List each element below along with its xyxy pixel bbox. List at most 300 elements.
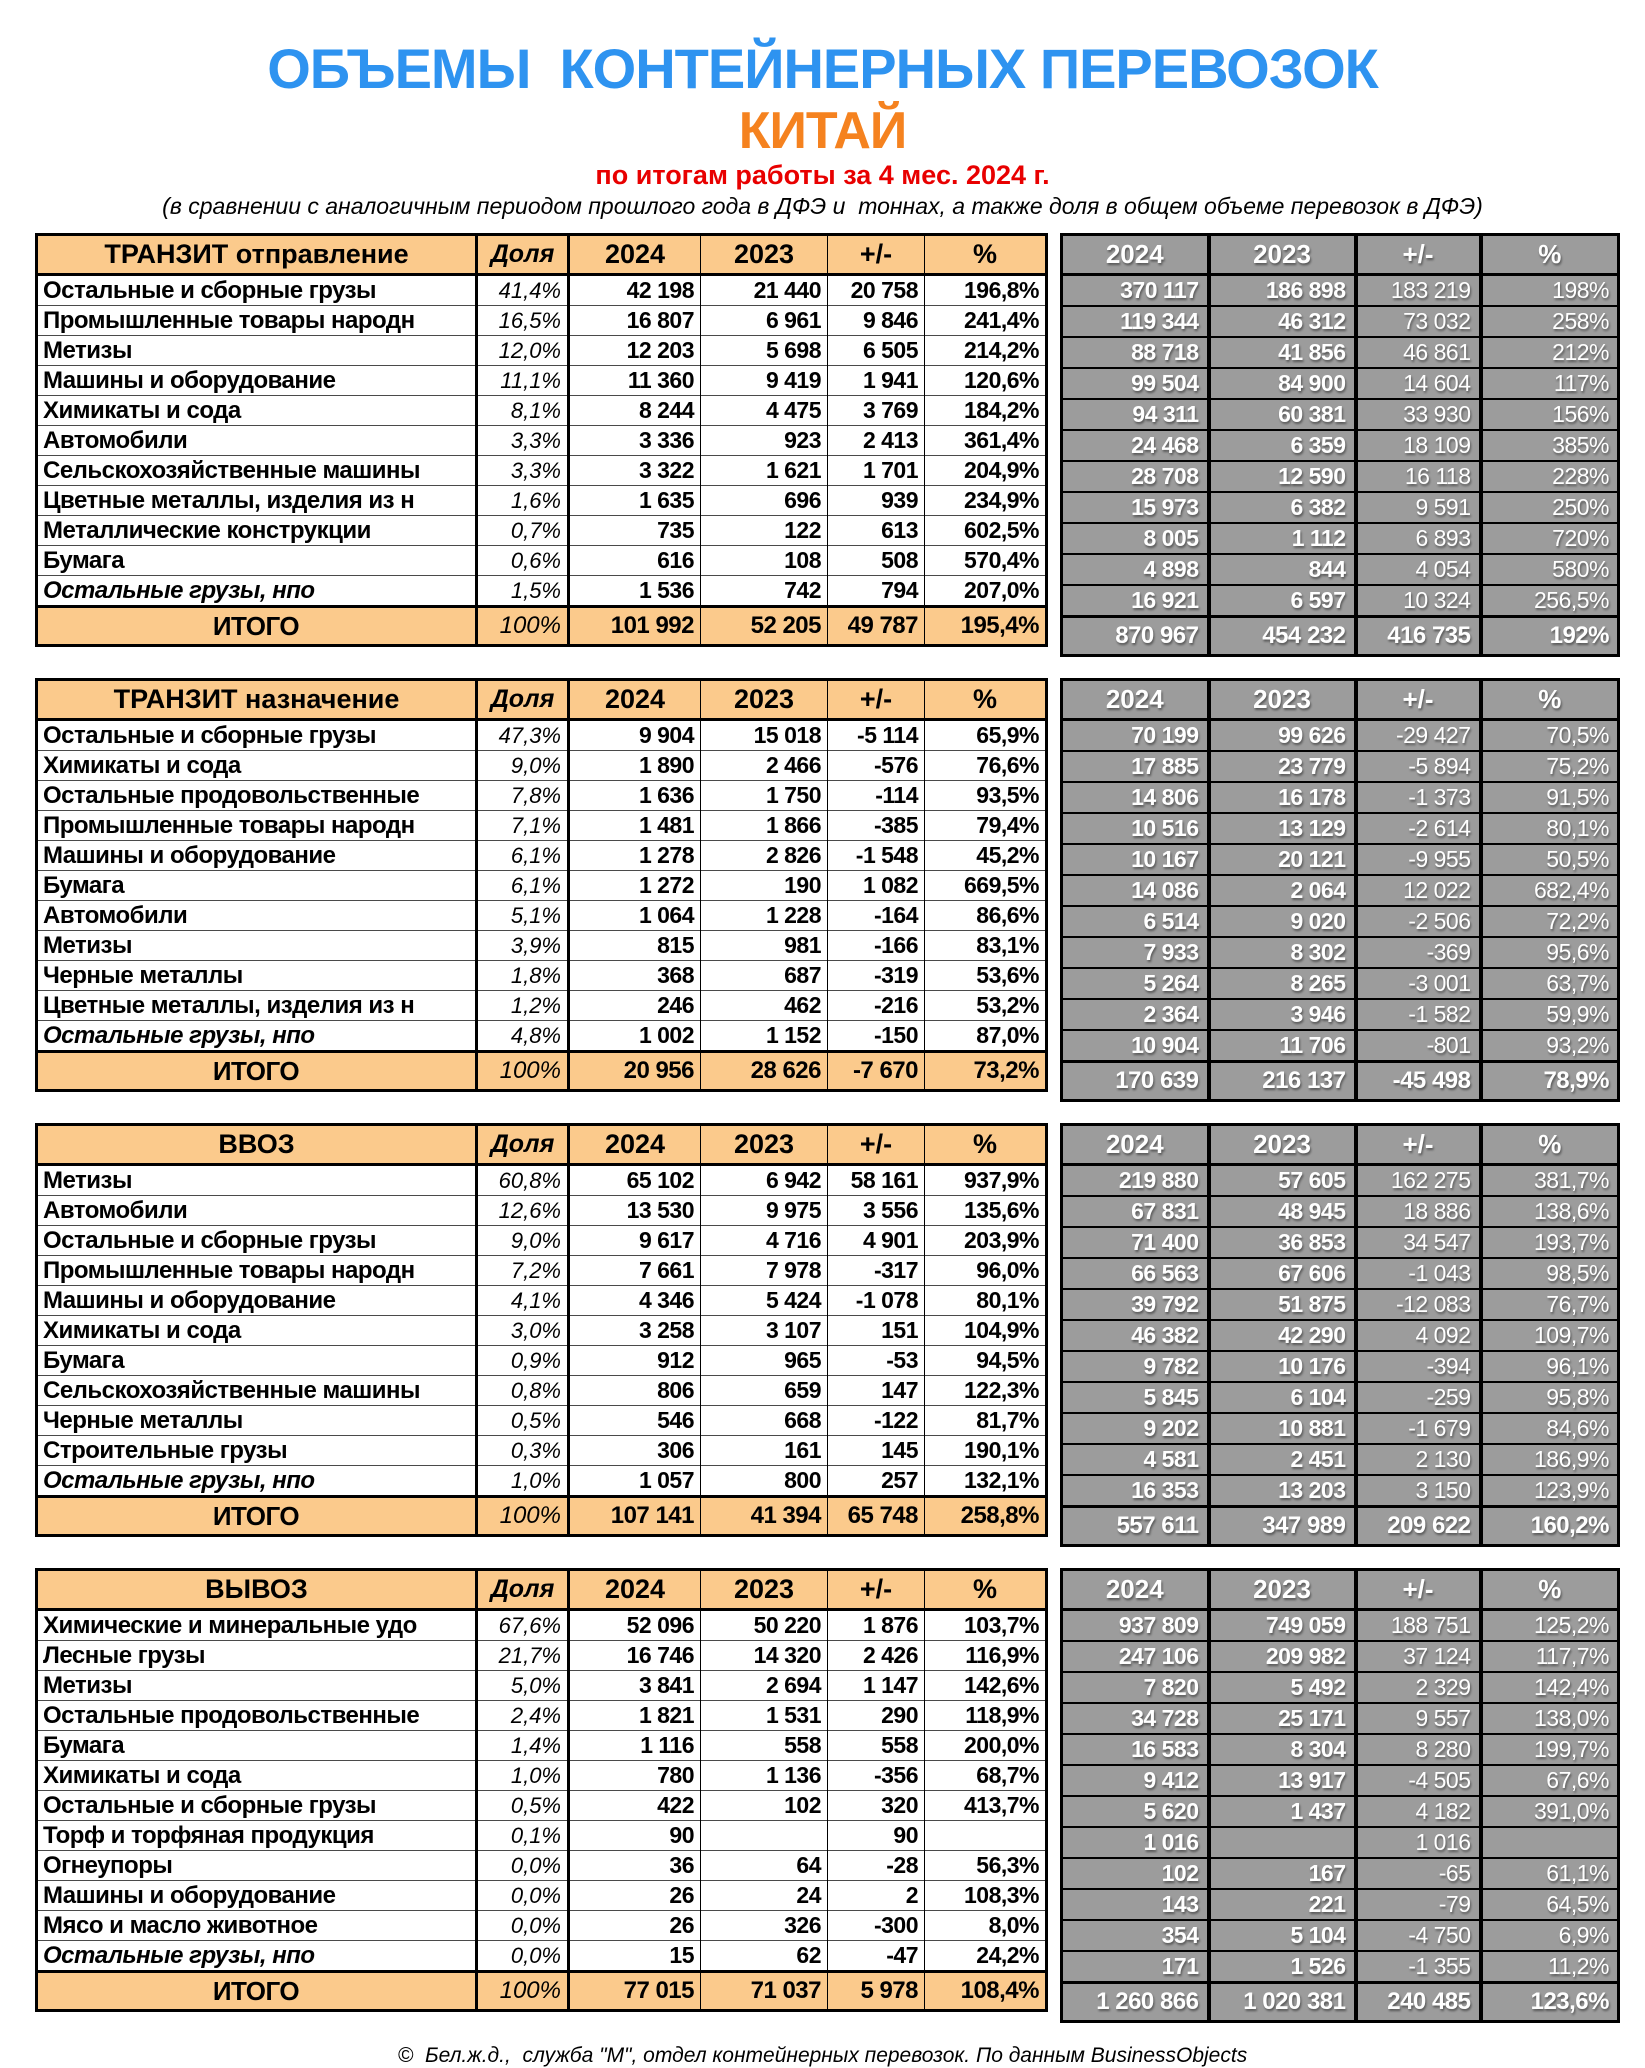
tons-cell: 28 708 (1062, 461, 1209, 492)
total-teu-cell: 49 787 (828, 607, 925, 646)
category-cell: Промышленные товары народн (37, 306, 477, 336)
tons-cell: -1 043 (1356, 1258, 1481, 1289)
tons-cell: 8 280 (1356, 1734, 1481, 1765)
tons-cell: 46 312 (1209, 306, 1356, 337)
table-row (1062, 1951, 1619, 1983)
category-cell: Строительные грузы (37, 1436, 477, 1466)
teu-cell: -1 548 (828, 841, 925, 871)
teu-cell (701, 1821, 828, 1851)
table-row (1062, 1289, 1619, 1320)
category-cell: Остальные и сборные грузы (37, 1791, 477, 1821)
header-row (37, 680, 1047, 720)
tons-cell: 23 779 (1209, 751, 1356, 782)
tons-cell: 91,5% (1481, 782, 1619, 813)
share-cell: 6,1% (477, 871, 569, 901)
header-row (37, 1125, 1047, 1165)
teu-cell: 558 (828, 1731, 925, 1761)
total-teu-cell: 73,2% (925, 1052, 1047, 1091)
total-label: ИТОГО (37, 607, 477, 646)
tons-cell: 937 809 (1062, 1610, 1209, 1642)
tons-cell: 171 (1062, 1951, 1209, 1983)
tons-cell: 71 400 (1062, 1227, 1209, 1258)
teu-cell: -5 114 (828, 720, 925, 751)
category-cell: Остальные продовольственные (37, 1701, 477, 1731)
category-cell: Химикаты и сода (37, 1316, 477, 1346)
total-teu-cell: 5 978 (828, 1972, 925, 2011)
col-header: 2024 (1062, 235, 1209, 275)
total-row (1062, 617, 1619, 656)
tons-cell: 4 581 (1062, 1444, 1209, 1475)
tons-cell: 6,9% (1481, 1920, 1619, 1951)
category-cell: Химикаты и сода (37, 1761, 477, 1791)
tons-cell: 34 728 (1062, 1703, 1209, 1734)
tons-cell: 93,2% (1481, 1030, 1619, 1062)
tons-cell: 96,1% (1481, 1351, 1619, 1382)
teu-cell: 2 413 (828, 426, 925, 456)
tons-cell: 72,2% (1481, 906, 1619, 937)
teu-cell: 361,4% (925, 426, 1047, 456)
table-row (37, 901, 1047, 931)
teu-cell: 87,0% (925, 1021, 1047, 1052)
total-teu-cell: 28 626 (701, 1052, 828, 1091)
tons-cell: 6 382 (1209, 492, 1356, 523)
table-row (1062, 1889, 1619, 1920)
teu-table-transit-destination (35, 678, 1048, 1092)
tons-cell: 7 820 (1062, 1672, 1209, 1703)
col-header: 2023 (1209, 1570, 1356, 1610)
tons-cell: 354 (1062, 1920, 1209, 1951)
table-block-import (35, 1123, 1645, 1547)
tons-cell: -1 582 (1356, 999, 1481, 1030)
tons-cell: -801 (1356, 1030, 1481, 1062)
category-cell: Метизы (37, 1165, 477, 1196)
tons-cell: 5 264 (1062, 968, 1209, 999)
teu-cell: 9 904 (569, 720, 701, 751)
teu-cell: 9 975 (701, 1196, 828, 1226)
teu-cell: -300 (828, 1911, 925, 1941)
tons-cell: 183 219 (1356, 275, 1481, 307)
share-cell: 1,2% (477, 991, 569, 1021)
teu-cell: 687 (701, 961, 828, 991)
table-row (1062, 492, 1619, 523)
teu-cell: 108,3% (925, 1881, 1047, 1911)
teu-cell: -1 078 (828, 1286, 925, 1316)
teu-cell: 616 (569, 546, 701, 576)
category-cell: Остальные и сборные грузы (37, 720, 477, 751)
col-header: % (925, 1125, 1047, 1165)
table-row (37, 1671, 1047, 1701)
tons-cell: 80,1% (1481, 813, 1619, 844)
share-cell: 1,8% (477, 961, 569, 991)
tons-cell: 16 921 (1062, 585, 1209, 617)
category-cell: Остальные грузы, нпо (37, 1466, 477, 1497)
tons-cell: 143 (1062, 1889, 1209, 1920)
teu-cell: 50 220 (701, 1610, 828, 1641)
teu-cell: 94,5% (925, 1346, 1047, 1376)
teu-cell: 8 244 (569, 396, 701, 426)
category-cell: Машины и оборудование (37, 841, 477, 871)
share-cell: 0,0% (477, 1941, 569, 1972)
tons-cell: 9 782 (1062, 1351, 1209, 1382)
tons-cell: -369 (1356, 937, 1481, 968)
col-header: % (925, 680, 1047, 720)
teu-cell: 368 (569, 961, 701, 991)
col-header: % (1481, 1570, 1619, 1610)
teu-cell: 15 (569, 1941, 701, 1972)
total-teu-cell: 107 141 (569, 1497, 701, 1536)
teu-cell: 669,5% (925, 871, 1047, 901)
table-row (37, 781, 1047, 811)
tons-cell: 5 845 (1062, 1382, 1209, 1413)
total-teu-cell: 195,4% (925, 607, 1047, 646)
tons-cell: 57 605 (1209, 1165, 1356, 1197)
category-cell: Сельскохозяйственные машины (37, 456, 477, 486)
teu-cell: 1 136 (701, 1761, 828, 1791)
table-row (1062, 1030, 1619, 1062)
teu-cell: 12 203 (569, 336, 701, 366)
teu-cell: 5 698 (701, 336, 828, 366)
table-row (37, 275, 1047, 306)
category-cell: Метизы (37, 336, 477, 366)
share-cell: 0,8% (477, 1376, 569, 1406)
table-row (37, 1851, 1047, 1881)
teu-cell: 6 961 (701, 306, 828, 336)
teu-cell: 135,6% (925, 1196, 1047, 1226)
table-row (37, 1021, 1047, 1052)
teu-table-export (35, 1568, 1048, 2012)
category-cell: Бумага (37, 1731, 477, 1761)
tons-cell: 1 437 (1209, 1796, 1356, 1827)
share-cell: 7,2% (477, 1256, 569, 1286)
teu-cell: 108 (701, 546, 828, 576)
teu-cell: 1 228 (701, 901, 828, 931)
tons-cell: 9 020 (1209, 906, 1356, 937)
teu-cell: 937,9% (925, 1165, 1047, 1196)
tons-cell: 749 059 (1209, 1610, 1356, 1642)
teu-cell: 1 536 (569, 576, 701, 607)
teu-cell: 1 278 (569, 841, 701, 871)
category-cell: Химикаты и сода (37, 751, 477, 781)
share-cell: 8,1% (477, 396, 569, 426)
category-cell: Метизы (37, 1671, 477, 1701)
tons-cell: 2 329 (1356, 1672, 1481, 1703)
header-row (1062, 680, 1619, 720)
table-row (1062, 782, 1619, 813)
share-cell: 0,0% (477, 1911, 569, 1941)
table-row (37, 1731, 1047, 1761)
tons-cell: 11 706 (1209, 1030, 1356, 1062)
tons-cell: 9 591 (1356, 492, 1481, 523)
table-row (1062, 1672, 1619, 1703)
category-cell: Металлические конструкции (37, 516, 477, 546)
teu-cell: 800 (701, 1466, 828, 1497)
period-subtitle: по итогам работы за 4 мес. 2024 г. (595, 160, 1050, 190)
share-cell: 1,4% (477, 1731, 569, 1761)
tons-cell: -4 505 (1356, 1765, 1481, 1796)
table-row (37, 396, 1047, 426)
tons-cell: 15 973 (1062, 492, 1209, 523)
teu-cell: 196,8% (925, 275, 1047, 306)
table-row (1062, 1796, 1619, 1827)
teu-cell: 7 661 (569, 1256, 701, 1286)
tons-cell: 256,5% (1481, 585, 1619, 617)
share-cell: 3,9% (477, 931, 569, 961)
tons-cell: 138,0% (1481, 1703, 1619, 1734)
col-header: 2024 (1062, 1570, 1209, 1610)
tons-cell: 13 203 (1209, 1475, 1356, 1507)
tons-cell: 9 412 (1062, 1765, 1209, 1796)
country-subtitle: КИТАЙ (738, 102, 907, 160)
teu-cell: 184,2% (925, 396, 1047, 426)
teu-cell: 81,7% (925, 1406, 1047, 1436)
tons-cell: 370 117 (1062, 275, 1209, 307)
tons-cell: 84,6% (1481, 1413, 1619, 1444)
share-cell: 16,5% (477, 306, 569, 336)
teu-cell: 815 (569, 931, 701, 961)
col-header: % (1481, 1125, 1619, 1165)
col-header: +/- (828, 1125, 925, 1165)
teu-cell: 207,0% (925, 576, 1047, 607)
tons-cell: 123,9% (1481, 1475, 1619, 1507)
col-header: 2023 (701, 1570, 828, 1610)
teu-cell: 1 821 (569, 1701, 701, 1731)
total-row (37, 1497, 1047, 1536)
teu-cell: 6 942 (701, 1165, 828, 1196)
col-header: 2024 (1062, 680, 1209, 720)
tons-cell: 8 005 (1062, 523, 1209, 554)
teu-cell: 241,4% (925, 306, 1047, 336)
category-cell: Цветные металлы, изделия из н (37, 991, 477, 1021)
total-teu-cell: 108,4% (925, 1972, 1047, 2011)
header-row (1062, 1125, 1619, 1165)
tons-cell: 59,9% (1481, 999, 1619, 1030)
table-row (37, 720, 1047, 751)
category-cell: Остальные и сборные грузы (37, 1226, 477, 1256)
table-row (1062, 1165, 1619, 1197)
total-tons-cell: 557 611 (1062, 1507, 1209, 1546)
category-cell: Цветные металлы, изделия из н (37, 486, 477, 516)
tons-cell: 61,1% (1481, 1858, 1619, 1889)
table-row (37, 336, 1047, 366)
tons-cell: 24 468 (1062, 430, 1209, 461)
teu-cell: 102 (701, 1791, 828, 1821)
tons-cell: 6 514 (1062, 906, 1209, 937)
teu-cell: -216 (828, 991, 925, 1021)
tons-cell: 88 718 (1062, 337, 1209, 368)
total-teu-cell: 52 205 (701, 607, 828, 646)
total-tons-cell: -45 498 (1356, 1062, 1481, 1101)
teu-cell: 1 064 (569, 901, 701, 931)
teu-cell: -317 (828, 1256, 925, 1286)
tons-cell: 99 626 (1209, 720, 1356, 752)
tons-cell: 13 917 (1209, 1765, 1356, 1796)
share-cell: 0,5% (477, 1406, 569, 1436)
tons-cell: 63,7% (1481, 968, 1619, 999)
tons-cell: 3 946 (1209, 999, 1356, 1030)
teu-cell: 806 (569, 1376, 701, 1406)
tons-cell: 198% (1481, 275, 1619, 307)
table-row (37, 516, 1047, 546)
teu-cell: 120,6% (925, 366, 1047, 396)
col-header: % (925, 235, 1047, 275)
tons-cell: 4 054 (1356, 554, 1481, 585)
tons-cell: -29 427 (1356, 720, 1481, 752)
teu-cell: 15 018 (701, 720, 828, 751)
total-tons-cell: 1 020 381 (1209, 1983, 1356, 2022)
tons-cell: -1 355 (1356, 1951, 1481, 1983)
teu-cell: 9 617 (569, 1226, 701, 1256)
share-cell: 1,5% (477, 576, 569, 607)
tons-cell: -5 894 (1356, 751, 1481, 782)
table-block-transit-destination (35, 678, 1645, 1102)
teu-cell: 142,6% (925, 1671, 1047, 1701)
category-cell: Метизы (37, 931, 477, 961)
tons-cell: -2 506 (1356, 906, 1481, 937)
total-teu-cell: 41 394 (701, 1497, 828, 1536)
tons-cell: 99 504 (1062, 368, 1209, 399)
tons-table-transit-departure (1060, 233, 1620, 657)
teu-cell: 118,9% (925, 1701, 1047, 1731)
tons-cell: 5 620 (1062, 1796, 1209, 1827)
share-cell: 1,0% (477, 1761, 569, 1791)
total-tons-cell: 209 622 (1356, 1507, 1481, 1546)
share-cell: 0,9% (477, 1346, 569, 1376)
tons-cell: 14 604 (1356, 368, 1481, 399)
total-tons-cell: 160,2% (1481, 1507, 1619, 1546)
table-row (1062, 585, 1619, 617)
teu-cell: 53,2% (925, 991, 1047, 1021)
teu-cell: 1 636 (569, 781, 701, 811)
tons-cell: 73 032 (1356, 306, 1481, 337)
tons-cell: 2 130 (1356, 1444, 1481, 1475)
tons-cell: 219 880 (1062, 1165, 1209, 1197)
tons-cell: 8 265 (1209, 968, 1356, 999)
table-row (37, 1701, 1047, 1731)
tons-cell: 11,2% (1481, 1951, 1619, 1983)
tons-cell: 10 167 (1062, 844, 1209, 875)
share-cell: 6,1% (477, 841, 569, 871)
teu-table-transit-departure (35, 233, 1048, 647)
teu-cell: 52 096 (569, 1610, 701, 1641)
teu-cell: 981 (701, 931, 828, 961)
table-row (37, 426, 1047, 456)
share-cell: 60,8% (477, 1165, 569, 1196)
total-tons-cell: 123,6% (1481, 1983, 1619, 2022)
total-share-cell: 100% (477, 607, 569, 646)
teu-cell: 122 (701, 516, 828, 546)
tons-cell: 1 112 (1209, 523, 1356, 554)
tons-cell: 51 875 (1209, 1289, 1356, 1320)
tons-cell: -79 (1356, 1889, 1481, 1920)
teu-cell: 190 (701, 871, 828, 901)
teu-cell: 668 (701, 1406, 828, 1436)
tons-cell: 50,5% (1481, 844, 1619, 875)
category-cell: Остальные продовольственные (37, 781, 477, 811)
teu-cell: 2 (828, 1881, 925, 1911)
table-row (37, 1791, 1047, 1821)
total-tons-cell: 240 485 (1356, 1983, 1481, 2022)
teu-cell: 290 (828, 1701, 925, 1731)
category-cell: Остальные грузы, нпо (37, 1021, 477, 1052)
teu-cell: 151 (828, 1316, 925, 1346)
table-row (1062, 337, 1619, 368)
table-row (37, 486, 1047, 516)
col-header: 2023 (1209, 680, 1356, 720)
total-row (1062, 1507, 1619, 1546)
table-row (37, 871, 1047, 901)
teu-cell: 21 440 (701, 275, 828, 306)
tons-cell: 142,4% (1481, 1672, 1619, 1703)
teu-cell: 4 475 (701, 396, 828, 426)
table-row (37, 306, 1047, 336)
tons-cell: 193,7% (1481, 1227, 1619, 1258)
table-row (1062, 1641, 1619, 1672)
teu-cell: 7 978 (701, 1256, 828, 1286)
teu-cell: 462 (701, 991, 828, 1021)
tons-cell: -259 (1356, 1382, 1481, 1413)
teu-cell: 780 (569, 1761, 701, 1791)
teu-cell: 4 346 (569, 1286, 701, 1316)
share-cell: 67,6% (477, 1610, 569, 1641)
tons-cell: -1 373 (1356, 782, 1481, 813)
tons-cell: -4 750 (1356, 1920, 1481, 1951)
col-header: 2023 (701, 680, 828, 720)
total-label: ИТОГО (37, 1972, 477, 2011)
tons-table-export (1060, 1568, 1620, 2023)
teu-cell: 613 (828, 516, 925, 546)
col-header: +/- (828, 1570, 925, 1610)
teu-cell: 65,9% (925, 720, 1047, 751)
col-header-share: Доля (477, 235, 569, 275)
teu-cell: 42 198 (569, 275, 701, 306)
teu-cell: 1 866 (701, 811, 828, 841)
category-cell: Химикаты и сода (37, 396, 477, 426)
share-cell: 5,0% (477, 1671, 569, 1701)
tons-cell: 16 118 (1356, 461, 1481, 492)
teu-cell: 3 107 (701, 1316, 828, 1346)
teu-cell: 53,6% (925, 961, 1047, 991)
tons-cell: 2 364 (1062, 999, 1209, 1030)
teu-cell: 326 (701, 1911, 828, 1941)
category-cell: Черные металлы (37, 961, 477, 991)
teu-cell: -164 (828, 901, 925, 931)
category-cell: Бумага (37, 1346, 477, 1376)
total-label: ИТОГО (37, 1052, 477, 1091)
tons-cell: -2 614 (1356, 813, 1481, 844)
table-row (1062, 968, 1619, 999)
teu-cell: 422 (569, 1791, 701, 1821)
col-header: 2024 (569, 1570, 701, 1610)
tons-cell: 6 359 (1209, 430, 1356, 461)
col-header: % (1481, 680, 1619, 720)
share-cell: 0,5% (477, 1791, 569, 1821)
tons-cell: 75,2% (1481, 751, 1619, 782)
teu-cell: 1 635 (569, 486, 701, 516)
tons-cell: 3 150 (1356, 1475, 1481, 1507)
tons-cell: -12 083 (1356, 1289, 1481, 1320)
share-cell: 12,0% (477, 336, 569, 366)
teu-cell: 3 322 (569, 456, 701, 486)
teu-cell: 4 901 (828, 1226, 925, 1256)
teu-cell: 659 (701, 1376, 828, 1406)
teu-cell: 36 (569, 1851, 701, 1881)
share-cell: 12,6% (477, 1196, 569, 1226)
table-row (37, 1256, 1047, 1286)
table-row (1062, 1827, 1619, 1858)
tons-cell (1209, 1827, 1356, 1858)
teu-cell: 14 320 (701, 1641, 828, 1671)
tons-cell: 16 178 (1209, 782, 1356, 813)
